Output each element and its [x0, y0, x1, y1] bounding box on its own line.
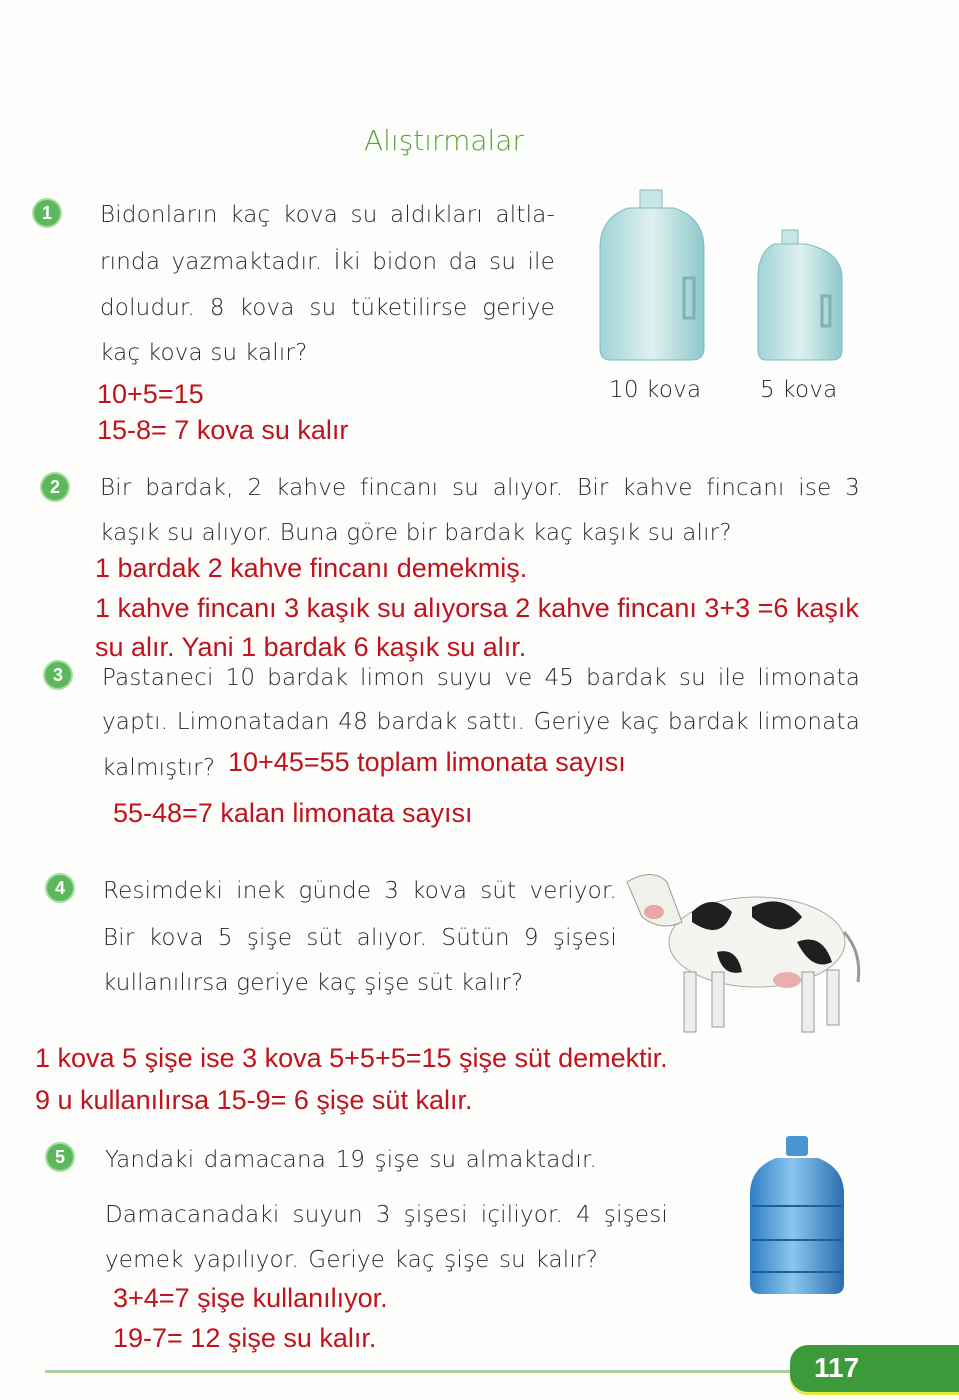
- q1-answer: 15-8= 7 kova su kalır: [97, 415, 349, 445]
- q1-line: Bidonların kaç kova su aldıkları altla-: [100, 202, 555, 228]
- page-title: Alıştırmalar: [364, 124, 524, 157]
- question-number-2: 2: [42, 474, 68, 500]
- q2-line: Bir bardak, 2 kahve fincanı su alıyor. Bir kahve fincanı ise 3: [100, 475, 860, 501]
- q4-line: kullanılırsa geriye kaç şişe süt kalır?: [103, 970, 524, 996]
- page-number: 117: [790, 1345, 959, 1395]
- q4-answer: 1 kova 5 şişe ise 3 kova 5+5+5=15 şişe süt demektir.: [35, 1043, 668, 1073]
- jug-label-5: 5 kova: [760, 377, 838, 403]
- q5-answer: 3+4=7 şişe kullanılıyor.: [113, 1283, 388, 1313]
- q2-answer: su alır. Yani 1 bardak 6 kaşık su alır.: [95, 632, 527, 662]
- q1-line: kaç kova su kalır?: [100, 340, 308, 366]
- water-bottle-image: [746, 1134, 848, 1296]
- q5-line: Yandaki damacana 19 şişe su almaktadır.: [105, 1147, 597, 1173]
- q1-line: doludur. 8 kova su tüketilirse geriye: [100, 295, 555, 321]
- q4-line: Resimdeki inek günde 3 kova süt veriyor.: [103, 878, 617, 904]
- question-number-5: 5: [47, 1144, 73, 1170]
- question-number-3: 3: [45, 662, 71, 688]
- q3-line: kalmıştır?: [102, 755, 216, 781]
- q3-answer: 10+45=55 toplam limonata sayısı: [228, 747, 626, 777]
- question-number-4: 4: [47, 875, 73, 901]
- footer-divider: [45, 1370, 795, 1373]
- q5-line: yemek yapılıyor. Geriye kaç şişe su kalır?: [105, 1247, 598, 1273]
- q3-answer: 55-48=7 kalan limonata sayısı: [113, 798, 473, 828]
- q3-line: Pastaneci 10 bardak limon suyu ve 45 bardak su ile limonata: [102, 665, 860, 691]
- q5-answer: 19-7= 12 şişe su kalır.: [113, 1323, 377, 1353]
- q1-line: rında yazmaktadır. İki bidon da su ile: [100, 249, 555, 275]
- q5-line: Damacanadaki suyun 3 şişesi içiliyor. 4 şişesi: [105, 1202, 668, 1228]
- cow-image: [622, 862, 867, 1040]
- water-jugs-image: [598, 188, 848, 363]
- jug-label-10: 10 kova: [609, 377, 702, 403]
- q2-answer: 1 kahve fincanı 3 kaşık su alıyorsa 2 kahve fincanı 3+3 =6 kaşık: [95, 593, 859, 623]
- q2-line: kaşık su alıyor. Buna göre bir bardak kaç kaşık su alır?: [100, 520, 732, 546]
- q2-answer: 1 bardak 2 kahve fincanı demekmiş.: [95, 553, 528, 583]
- q1-answer: 10+5=15: [97, 379, 204, 409]
- q3-line: yaptı. Limonatadan 48 bardak sattı. Geriye kaç bardak limonata: [102, 709, 860, 735]
- q4-answer: 9 u kullanılırsa 15-9= 6 şişe süt kalır.: [35, 1085, 473, 1115]
- question-number-1: 1: [34, 200, 60, 226]
- q4-line: Bir kova 5 şişe süt alıyor. Sütün 9 şişesi: [103, 925, 617, 951]
